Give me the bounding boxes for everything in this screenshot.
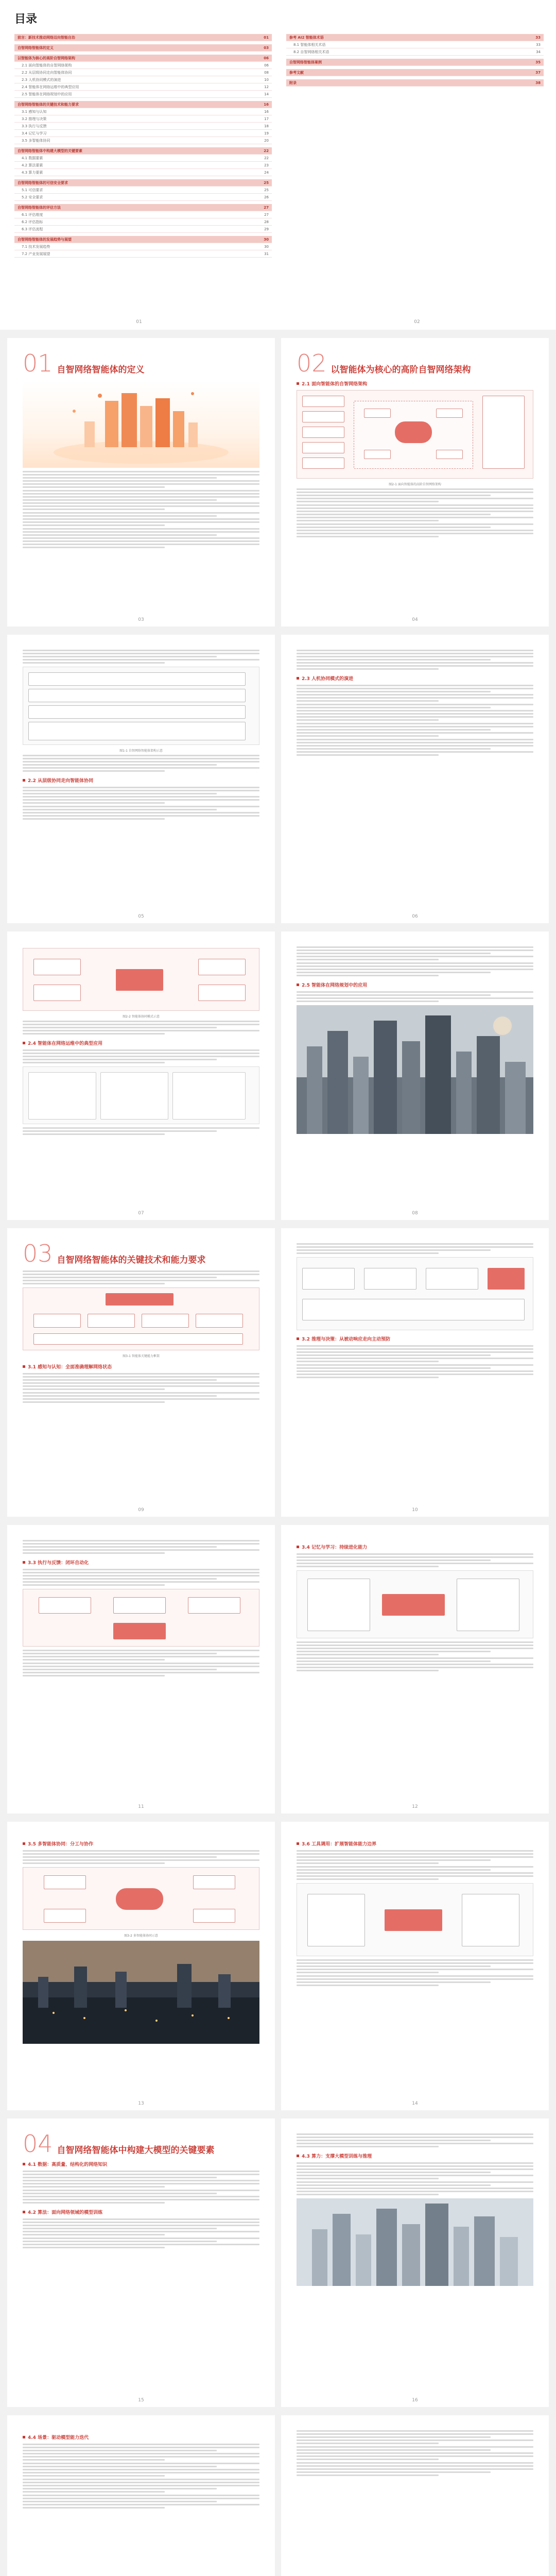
toc-entry-label: 附录 [289, 80, 297, 85]
toc-section-row[interactable] [14, 226, 272, 233]
toc-section-row[interactable] [14, 115, 272, 123]
toc-entry-label: 5.1 可信要求 [22, 188, 43, 192]
toc-entry-label: 6.3 评估流程 [22, 227, 43, 231]
toc-entry-page: 30 [264, 237, 269, 242]
spread-6 [0, 1525, 556, 1814]
chapter-header [23, 351, 259, 375]
toc-chapter-row[interactable] [14, 236, 272, 243]
page [7, 1228, 275, 1517]
toc-section-row[interactable] [14, 218, 272, 226]
section-heading: 3.5 多智能体协同：分工与协作 [23, 1840, 259, 1847]
toc-entry-label: 以智能体为核心的高阶自智网络架构 [18, 56, 75, 60]
toc-entry-page: 35 [535, 60, 541, 64]
toc-entry-page: 29 [264, 227, 269, 231]
toc-chapter-row[interactable] [14, 101, 272, 108]
capability-diagram [23, 1287, 259, 1350]
toc-section-row[interactable] [14, 194, 272, 201]
toc-entry-page: 25 [264, 180, 269, 185]
toc-chapter-row[interactable] [286, 69, 544, 76]
toc-section-row[interactable] [14, 155, 272, 162]
process-diagram [297, 1257, 533, 1330]
page-number: 15 [138, 2398, 144, 2403]
figure-caption: 图1-1 自智网络智能体架构示意 [119, 749, 163, 753]
toc-entry-label: 4.3 算力要素 [22, 170, 43, 175]
toc-chapter-row[interactable] [286, 79, 544, 87]
toc-entry-page: 19 [264, 131, 269, 135]
flow-diagram [23, 948, 259, 1011]
toc-section-row[interactable] [14, 250, 272, 258]
toc-entry-label: 自智网络智能体案例 [289, 60, 322, 64]
toc-entry-label: 参考 AI2 智能体术语 [289, 35, 324, 40]
spread-3 [0, 635, 556, 923]
toc-entry-page: 27 [264, 205, 269, 210]
section-heading: 3.3 执行与反馈：闭环自动化 [23, 1559, 259, 1566]
toc-entry-label: 前言：新技术推动网络迈向智能自治 [18, 35, 75, 40]
section-heading: 3.4 记忆与学习：持续进化能力 [297, 1544, 533, 1550]
page-number: 14 [412, 2101, 418, 2106]
toc-section-row[interactable] [14, 137, 272, 144]
toc-entry-page: 30 [264, 244, 269, 249]
toc-right-column [286, 31, 544, 87]
toc-entry-page: 06 [264, 63, 269, 67]
toc-entry-page: 24 [264, 170, 269, 175]
section-heading: 2.3 人机协同模式的演进 [297, 675, 533, 682]
toc-entry-page: 17 [264, 116, 269, 121]
toc-entry-page: 33 [535, 35, 541, 40]
toc-section-row[interactable] [14, 76, 272, 83]
page-number: 09 [138, 1507, 144, 1513]
toc-entry-page: 25 [264, 188, 269, 192]
toc-entry-page: 16 [264, 102, 269, 107]
page [281, 931, 549, 1220]
toc-entry-label: 参考文献 [289, 70, 304, 75]
page [7, 1525, 275, 1814]
toc-entry-page: 06 [264, 56, 269, 60]
toc-entry-page: 37 [535, 70, 541, 75]
architecture-diagram [297, 390, 533, 479]
toc-chapter-row[interactable] [14, 44, 272, 52]
toc-entry-page: 31 [264, 251, 269, 256]
toc-left-column [14, 31, 272, 258]
toc-entry-label: 3.5 多智能体协同 [22, 138, 50, 143]
skyline-photo [297, 2198, 533, 2286]
toc-entry-page: 10 [264, 77, 269, 82]
section-heading: 2.2 从层级协同走向智能体协同 [23, 777, 259, 784]
chapter-title: 以智能体为核心的高阶自智网络架构 [331, 364, 471, 375]
page [281, 2119, 549, 2407]
page [7, 2415, 275, 2576]
toc-section-row[interactable] [14, 211, 272, 218]
section-heading: 2.4 智能体在网络运维中的典型应用 [23, 1040, 259, 1046]
page [281, 1822, 549, 2110]
toc-section-row[interactable] [14, 83, 272, 91]
hero-illustration [23, 380, 259, 468]
toc-entry-page: 23 [264, 163, 269, 167]
toc-section-row[interactable] [14, 69, 272, 76]
toc-entry-label: 6.1 评估维度 [22, 212, 43, 217]
toc-section-row[interactable] [14, 130, 272, 137]
section-heading: 2.1 面向智能体的自智网络架构 [297, 380, 533, 387]
chapter-number: 03 [23, 1240, 53, 1267]
toc-entry-label: 2.4 智能体在网络运维中的典型应用 [22, 84, 79, 89]
page [281, 1228, 549, 1517]
toc-entry-label: 自智网络智能体的定义 [18, 45, 54, 50]
chapter-title: 自智网络智能体中构建大模型的关键要素 [57, 2145, 215, 2156]
toc-entry-label: 2.3 人机协同模式的演进 [22, 77, 61, 82]
night-city-photo [23, 1941, 259, 2044]
toc-entry-label: 自智网络智能体的评估方法 [18, 205, 61, 210]
page-number: 05 [138, 914, 144, 919]
toc-section-row[interactable] [286, 48, 544, 56]
toc-entry-label: 2.1 面向智能体的自智网络架构 [22, 63, 72, 67]
figure-caption: 图2-1 面向智能体的高阶自智网络架构 [389, 483, 441, 486]
toc-entry-page: 22 [264, 156, 269, 160]
spread-4 [0, 931, 556, 1220]
page [281, 2415, 549, 2576]
toc-entry-page: 27 [264, 212, 269, 217]
spread-8 [0, 2119, 556, 2407]
toc-entry-label: 4.1 数据要素 [22, 156, 43, 160]
toc-section-row[interactable] [14, 91, 272, 98]
toc-chapter-row[interactable] [14, 34, 272, 41]
toc-chapter-row[interactable] [286, 59, 544, 66]
table-diagram [23, 1066, 259, 1124]
page [281, 1525, 549, 1814]
toc-chapter-row[interactable] [14, 147, 272, 155]
page-number: 12 [412, 1804, 418, 1809]
section-heading: 4.2 算法：面向网络领域的模型训练 [23, 2209, 259, 2215]
toc-sheet [0, 0, 556, 330]
section-heading: 3.6 工具调用：扩展智能体能力边界 [297, 1840, 533, 1847]
toc-entry-label: 自智网络智能体的发展趋势与展望 [18, 237, 72, 242]
figure-caption: 图2-2 智能体协同模式示意 [123, 1015, 160, 1019]
toc-entry-page: 38 [535, 80, 541, 85]
section-heading: 3.1 感知与认知：全面准确理解网络状态 [23, 1363, 259, 1370]
section-heading: 4.4 场景：驱动模型能力迭代 [23, 2434, 259, 2441]
toc-section-row[interactable] [14, 169, 272, 176]
spread-5 [0, 1228, 556, 1517]
toc-chapter-row[interactable] [14, 204, 272, 211]
page-number: 03 [138, 617, 144, 622]
toc-chapter-row[interactable] [286, 34, 544, 41]
toc-entry-page: 34 [536, 49, 541, 54]
page-number: 07 [138, 1211, 144, 1216]
toc-chapter-row[interactable] [14, 55, 272, 62]
chapter-header [23, 2132, 259, 2156]
section-heading: 4.1 数据：高质量、结构化的网络知识 [23, 2161, 259, 2167]
toc-entry-label: 7.2 产业发展展望 [22, 251, 50, 256]
page [7, 338, 275, 626]
tool-call-diagram [297, 1883, 533, 1956]
toc-entry-page: 01 [264, 35, 269, 40]
page-number: 13 [138, 2101, 144, 2106]
toc-entry-label: 7.1 技术发展趋势 [22, 244, 50, 249]
toc-entry-page: 14 [264, 92, 269, 96]
toc-entry-page: 33 [536, 42, 541, 47]
page [7, 2119, 275, 2407]
page [281, 635, 549, 923]
toc-entry-page: 16 [264, 109, 269, 114]
page [7, 931, 275, 1220]
page [281, 338, 549, 626]
toc-entry-page: 03 [264, 45, 269, 50]
section-heading: 4.3 算力：支撑大模型训练与推理 [297, 2153, 533, 2159]
toc-section-row[interactable] [14, 243, 272, 250]
toc-entry-label: 5.2 安全要求 [22, 195, 43, 199]
page [7, 1822, 275, 2110]
toc-section-row[interactable] [14, 187, 272, 194]
toc-title: 目录 [14, 13, 38, 26]
layered-diagram [23, 667, 259, 745]
section-heading: 2.5 智能体在网络规划中的应用 [297, 981, 533, 988]
chapter-header [297, 351, 533, 375]
chapter-number: 01 [23, 349, 53, 377]
toc-entry-page: 28 [264, 219, 269, 224]
toc-entry-label: 3.4 记忆与学习 [22, 131, 47, 135]
toc-entry-label: 自智网络智能体的可信安全要求 [18, 180, 68, 185]
page-number: 01 [136, 319, 142, 325]
toc-entry-label: 4.2 算法要素 [22, 163, 43, 167]
toc-entry-label: 3.2 推理与决策 [22, 116, 47, 121]
toc-section-row[interactable] [14, 123, 272, 130]
memory-diagram [297, 1570, 533, 1638]
chapter-number: 04 [23, 2130, 53, 2158]
toc-entry-label: 2.5 智能体在网络规划中的应用 [22, 92, 72, 96]
toc-entry-page: 20 [264, 138, 269, 143]
figure-caption: 图3-1 智能体关键能力框架 [123, 1354, 160, 1358]
toc-chapter-row[interactable] [14, 179, 272, 187]
chapter-title: 自智网络智能体的定义 [57, 364, 145, 375]
toc-entry-page: 08 [264, 70, 269, 75]
toc-section-row[interactable] [14, 162, 272, 169]
toc-entry-page: 18 [264, 124, 269, 128]
toc-entry-label: 8.1 智能体相关术语 [293, 42, 326, 47]
page [7, 635, 275, 923]
toc-section-row[interactable] [14, 108, 272, 115]
chapter-title: 自智网络智能体的关键技术和能力要求 [57, 1255, 206, 1265]
page-number: 11 [138, 1804, 144, 1809]
chapter-header [23, 1242, 259, 1265]
page-number: 04 [412, 617, 418, 622]
toc-entry-label: 自智网络智能体中构建大模型的关键要素 [18, 148, 82, 153]
toc-section-row[interactable] [286, 41, 544, 48]
spread-2 [0, 338, 556, 626]
section-heading: 3.2 推理与决策：从被动响应走向主动预防 [297, 1335, 533, 1342]
page-number: 08 [412, 1211, 418, 1216]
page-number: 06 [412, 914, 418, 919]
toc-entry-label: 8.2 自智网络相关术语 [293, 49, 329, 54]
toc-entry-label: 3.1 感知与认知 [22, 109, 47, 114]
toc-entry-page: 22 [264, 148, 269, 153]
toc-section-row[interactable] [14, 62, 272, 69]
toc-entry-label: 自智网络智能体的关键技术和能力要求 [18, 102, 79, 107]
chapter-number: 02 [297, 349, 327, 377]
toc-entry-label: 6.2 评估指标 [22, 219, 43, 224]
page-number: 16 [412, 2398, 418, 2403]
page-number: 10 [412, 1507, 418, 1513]
toc-entry-label: 3.3 执行与反馈 [22, 124, 47, 128]
toc-entry-page: 26 [264, 195, 269, 199]
loop-diagram [23, 1589, 259, 1647]
page-number: 02 [414, 319, 420, 325]
city-skyline-photo [297, 1005, 533, 1134]
spread-9 [0, 2415, 556, 2576]
toc-entry-page: 12 [264, 84, 269, 89]
toc-entry-label: 2.2 从层级协同走向智能体协同 [22, 70, 72, 75]
spread-7 [0, 1822, 556, 2110]
figure-caption: 图3-2 多智能体协同示意 [124, 1934, 158, 1938]
multi-agent-diagram [23, 1867, 259, 1930]
